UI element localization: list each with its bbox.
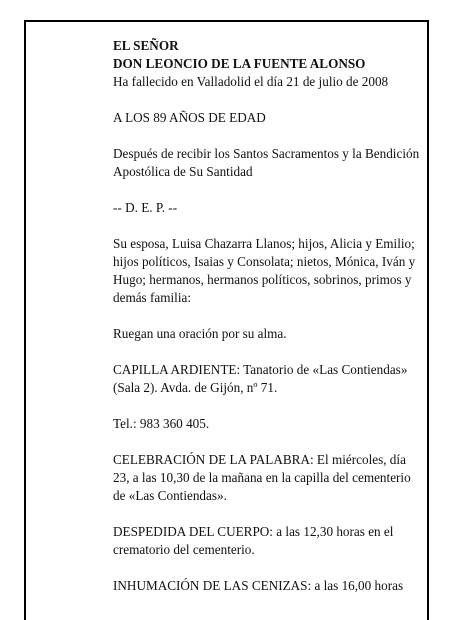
chapel-paragraph: CAPILLA ARDIENTE: Tanatorio de «Las Contiendas» (Sala 2). Avda. de Gijón, nº 71. bbox=[113, 362, 408, 395]
phone-line: Tel.: 983 360 405. bbox=[113, 416, 210, 431]
burial-paragraph: INHUMACIÓN DE LAS CENIZAS: a las 16,00 horas bbox=[113, 578, 404, 593]
dep-line: -- D. E. P. -- bbox=[113, 200, 178, 215]
farewell-paragraph: DESPEDIDA DEL CUERPO: a las 12,30 horas en el crematorio del cementerio. bbox=[113, 524, 394, 557]
celebration-paragraph: CELEBRACIÓN DE LA PALABRA: El miércoles, día 23, a las 10,30 de la mañana en la capilla del cementerio de «Las Contiendas». bbox=[113, 452, 411, 503]
obituary-text bbox=[113, 37, 421, 613]
deceased-name: DON LEONCIO DE LA FUENTE ALONSO bbox=[113, 56, 366, 71]
header-block bbox=[113, 37, 421, 91]
age-line: A LOS 89 AÑOS DE EDAD bbox=[113, 110, 266, 125]
family-paragraph: Su esposa, Luisa Chazarra Llanos; hijos, Alicia y Emilio; hijos políticos, Isaias y Consolata; nietos, Mónica, Iván y Hugo; hermanos, hermanos políticos, sobrinos, primos y demás familia: bbox=[113, 236, 416, 305]
title-line: EL SEÑOR bbox=[113, 38, 179, 53]
prayer-line: Ruegan una oración por su alma. bbox=[113, 326, 287, 341]
sacraments-paragraph: Después de recibir los Santos Sacramentos y la Bendición Apostólica de Su Santidad bbox=[113, 146, 420, 179]
death-info: Ha fallecido en Valladolid el día 21 de julio de 2008 bbox=[113, 74, 389, 89]
